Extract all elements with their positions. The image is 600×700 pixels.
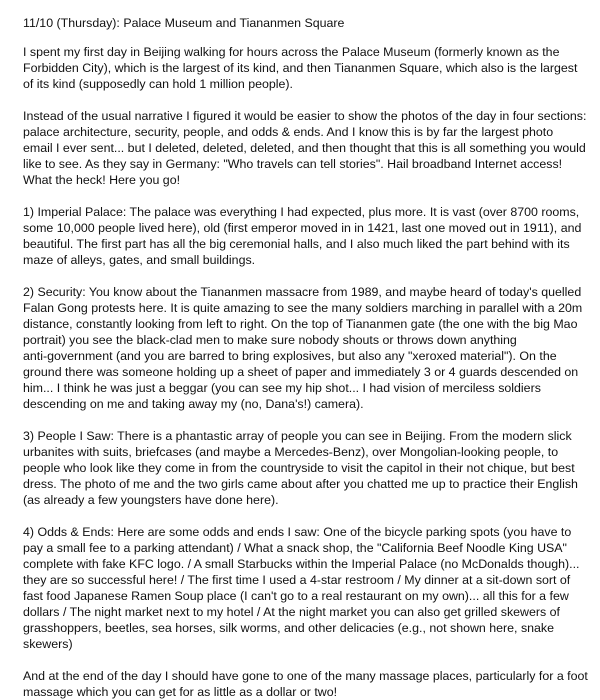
odds-and-ends-paragraph [23, 524, 592, 652]
security-paragraph [23, 284, 592, 412]
text-line: ground there was someone holding up a sheet of paper and immediately 3 or 4 guards descended on [23, 365, 579, 379]
text-line: him... I think he was just a beggar (you can see my hip shot... I had vision of merciless soldiers [23, 381, 541, 395]
page-title: 11/10 (Thursday): Palace Museum and Tiananmen Square [23, 16, 345, 30]
text-line: grasshoppers, beetles, sea horses, silk worms, and other delicacies (e.g., not shown here, snake [23, 621, 555, 635]
text-line: maze of alleys, gates, and small buildings. [23, 253, 256, 267]
text-line: dollars / The night market next to my hotel / At the night market you can also get grilled skewers of [23, 605, 560, 619]
intro-paragraph [23, 44, 592, 92]
text-line: 3) People I Saw: There is a phantastic array of people you can see in Beijing. From the modern slick [23, 429, 572, 443]
text-line: of its kind (supposedly can hold 1 million people). [23, 77, 293, 91]
text-line: people who look like they come in from the countryside to visit the capitol in their not chique, but best [23, 461, 575, 475]
text-line: (as already a few youngsters have done here). [23, 493, 279, 507]
text-line: And at the end of the day I should have gone to one of the many massage places, particularly for a foot [23, 669, 588, 683]
text-line: 1) Imperial Palace: The palace was everything I had expected, plus more. It is vast (over 8700 rooms, [23, 205, 580, 219]
text-line: dress. The photo of me and the two girls came about after you chatted me up to practice their English [23, 477, 578, 491]
text-line: email I ever sent... but I deleted, deleted, deleted, and then thought that this is all something you would [23, 141, 586, 155]
overview-paragraph [23, 108, 592, 188]
text-line: fast food Japanese Ramen Soup place (I can't go to a real restaurant on my own)... all this for a few [23, 589, 569, 603]
text-line: urbanites with suits, briefcases (and maybe a Mercedes-Benz), over Mongolian-looking people, to [23, 445, 559, 459]
text-line: palace architecture, security, people, and odds & ends. And I know this is by far the largest photo [23, 125, 554, 139]
people-paragraph [23, 428, 592, 508]
text-line: 4) Odds & Ends: Here are some odds and ends I saw: One of the bicycle parking spots (you have to [23, 525, 572, 539]
text-line: descending on me and taking away my (no, Dana's!) camera). [23, 397, 364, 411]
text-line: like to see. As they say in Germany: "Who travels can tell stories". Hail broadband Internet access! [23, 157, 563, 171]
text-line: they are so successful here! / The first time I used a 4-star restroom / My dinner at a sit-down sort of [23, 573, 571, 587]
text-line: distance, constantly looking from left to right. On the top of Tiananmen gate (the one with the big Mao [23, 317, 578, 331]
text-line: beautiful. The first part has all the big ceremonial halls, and I also much liked the part behind with its [23, 237, 570, 251]
text-line: pay a small fee to a parking attendant) / What a snack shop, the "California Beef Noodle King USA" [23, 541, 567, 555]
text-line: massage which you can get for as little as a dollar or two! [23, 685, 338, 699]
text-line: I spent my first day in Beijing walking for hours across the Palace Museum (formerly known as the [23, 45, 560, 59]
text-line: skewers) [23, 637, 73, 651]
text-line: complete with fake KFC logo. / A small Starbucks within the Imperial Palace (no McDonalds though)... [23, 557, 580, 571]
imperial-palace-paragraph [23, 204, 592, 268]
text-line: Instead of the usual narrative I figured it would be easier to show the photos of the day in four sections: [23, 109, 587, 123]
document-body [23, 44, 592, 700]
text-line: Forbidden City), which is the largest of its kind, and then Tiananmen Square, which also is the largest [23, 61, 578, 75]
text-line: some 10,000 people lived here), old (first emperor moved in in 1421, last one moved out in 1911), and [23, 221, 582, 235]
text-line: 2) Security: You know about the Tiananmen massacre from 1989, and maybe heard of today's quelled [23, 285, 582, 299]
text-line: anti-government (and you are barred to bring explosives, but also any "xeroxed material"). On the [23, 349, 557, 363]
text-line: Falan Gong protests here. It is quite amazing to see the many soldiers marching in parallel with a 20m [23, 301, 583, 315]
closing-paragraph [23, 668, 592, 700]
text-line: portrait) you see the black-clad men to make sure nobody shouts or throws down anything [23, 333, 517, 347]
text-line: What the heck! Here you go! [23, 173, 181, 187]
